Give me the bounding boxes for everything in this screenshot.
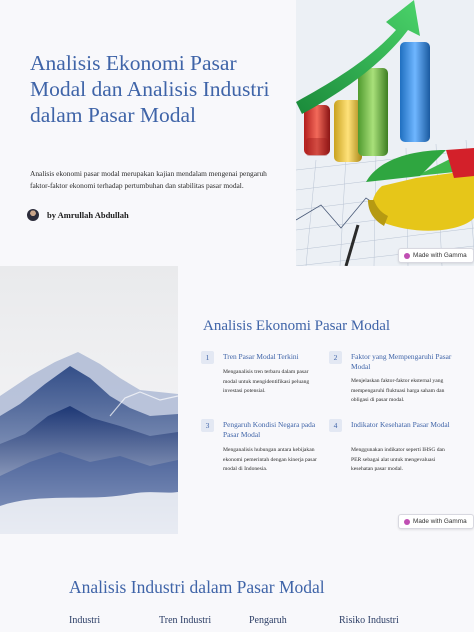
item-heading: Faktor yang Mempengaruhi Pasar Modal	[351, 352, 452, 371]
item-number: 1	[201, 351, 214, 364]
author-avatar	[27, 209, 39, 221]
list-item	[201, 351, 326, 401]
item-number: 3	[201, 419, 214, 432]
main-title: Analisis Ekonomi Pasar Modal dan Analisis Industri dalam Pasar Modal	[30, 51, 270, 127]
gamma-logo-icon	[404, 253, 410, 259]
mountain-illustration	[0, 266, 178, 534]
industry-analysis-slide	[0, 534, 474, 632]
gamma-logo-icon	[404, 519, 410, 525]
economic-analysis-slide	[0, 266, 474, 534]
table-column-header: Risiko Industri	[339, 615, 399, 626]
list-item	[329, 351, 454, 411]
chart-illustration	[296, 0, 474, 266]
item-heading: Pengaruh Kondisi Negara pada Pasar Modal	[223, 420, 316, 439]
badge-label: Made with Gamma	[413, 252, 467, 259]
author-row	[27, 207, 129, 223]
item-number: 4	[329, 419, 342, 432]
item-text: Menganalisis tren terbaru dalam pasar modal untuk mengidentifikasi peluang investasi potensial.	[223, 369, 310, 394]
section-title: Analisis Industri dalam Pasar Modal	[69, 577, 325, 597]
badge-label: Made with Gamma	[413, 518, 467, 525]
made-with-gamma-badge[interactable]	[398, 248, 474, 263]
finance-chart-image	[296, 0, 474, 266]
item-text: Menggunakan indikator seperti IHSG dan PER sebagai alat untuk mengevaluasi kesehatan pasar modal.	[351, 447, 445, 472]
title-slide	[0, 0, 474, 266]
item-heading: Tren Pasar Modal Terkini	[223, 352, 299, 361]
table-column-header: Industri	[69, 615, 101, 626]
table-column-header: Tren Industri	[159, 615, 212, 626]
list-item	[329, 419, 454, 479]
intro-description: Analisis ekonomi pasar modal merupakan kajian mendalam mengenai pengaruh faktor-faktor ekonomi terhadap pertumbuhan dan stabilitas pasar modal.	[30, 169, 267, 190]
table-column-header: Pengaruh	[249, 615, 287, 626]
mountain-image	[0, 266, 178, 534]
author-name: by Amrullah Abdullah	[47, 210, 129, 220]
made-with-gamma-badge[interactable]	[398, 514, 474, 529]
section-title: Analisis Ekonomi Pasar Modal	[203, 318, 391, 334]
list-item	[201, 419, 326, 479]
item-text: Menganalisis hubungan antara kebijakan ekonomi pemerintah dengan kinerja pasar modal di Indonesia.	[223, 447, 317, 472]
item-heading: Indikator Kesehatan Pasar Modal	[351, 420, 450, 429]
item-text: Menjelaskan faktor-faktor eksternal yang mempengaruhi fluktuasi harga saham dan obligasi di pasar modal.	[351, 378, 445, 403]
item-number: 2	[329, 351, 342, 364]
